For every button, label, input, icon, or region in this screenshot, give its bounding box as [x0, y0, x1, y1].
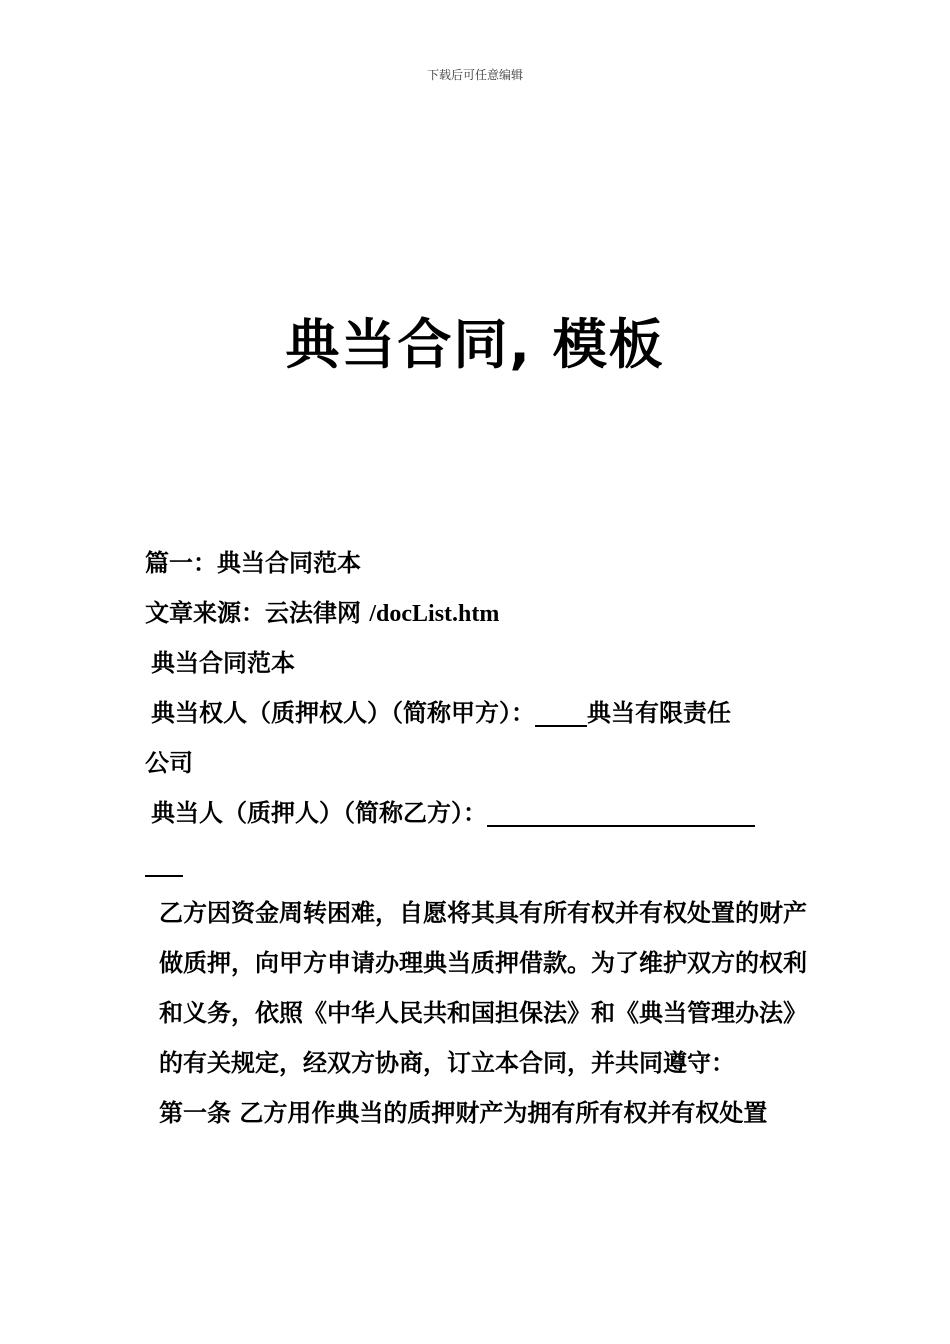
pawner-line — [145, 788, 807, 838]
source-line — [145, 588, 807, 638]
pawnee-name-blank — [535, 697, 587, 727]
article-1 — [145, 1088, 807, 1138]
section-heading-text: 篇一：典当合同范本 — [145, 549, 361, 577]
source-path: /docList.htm — [369, 601, 500, 627]
preamble-paragraph — [145, 888, 807, 1088]
preamble-text: 乙方因资金周转困难，自愿将其具有所有权并有权处置的财产做质押，向甲方申请办理典当质押借款。为了维护双方的权利和义务，依照《中华人民共和国担保法》和《典当管理办法》的有关规定，经双方协商，订立本合同，并共同遵守： — [159, 899, 807, 1077]
pawner-name-blank — [487, 797, 755, 827]
source-label: 文章来源：云法律网 — [145, 599, 370, 627]
pawnee-line — [145, 688, 807, 738]
pawnee-line-cont — [145, 738, 807, 788]
section-heading — [145, 538, 807, 588]
header-note: 下载后可任意编辑 — [426, 68, 523, 82]
pawnee-company-cont: 公司 — [145, 749, 193, 777]
contract-subtitle-text: 典当合同范本 — [151, 649, 295, 677]
pawnee-label: 典当权人（质押权人）（简称甲方）： — [151, 699, 535, 727]
contract-subtitle — [145, 638, 807, 688]
article-1-text: 第一条 乙方用作典当的质押财产为拥有所有权并有权处置 — [159, 1099, 768, 1127]
pawner-line-cont — [145, 838, 807, 888]
document-title: 典当合同, 模板 — [285, 313, 665, 376]
pawnee-company-type: 典当有限责任 — [587, 699, 731, 727]
pawner-label: 典当人（质押人）（简称乙方）： — [151, 799, 487, 827]
document-body — [145, 538, 807, 1138]
pawner-name-blank-cont — [145, 847, 183, 877]
